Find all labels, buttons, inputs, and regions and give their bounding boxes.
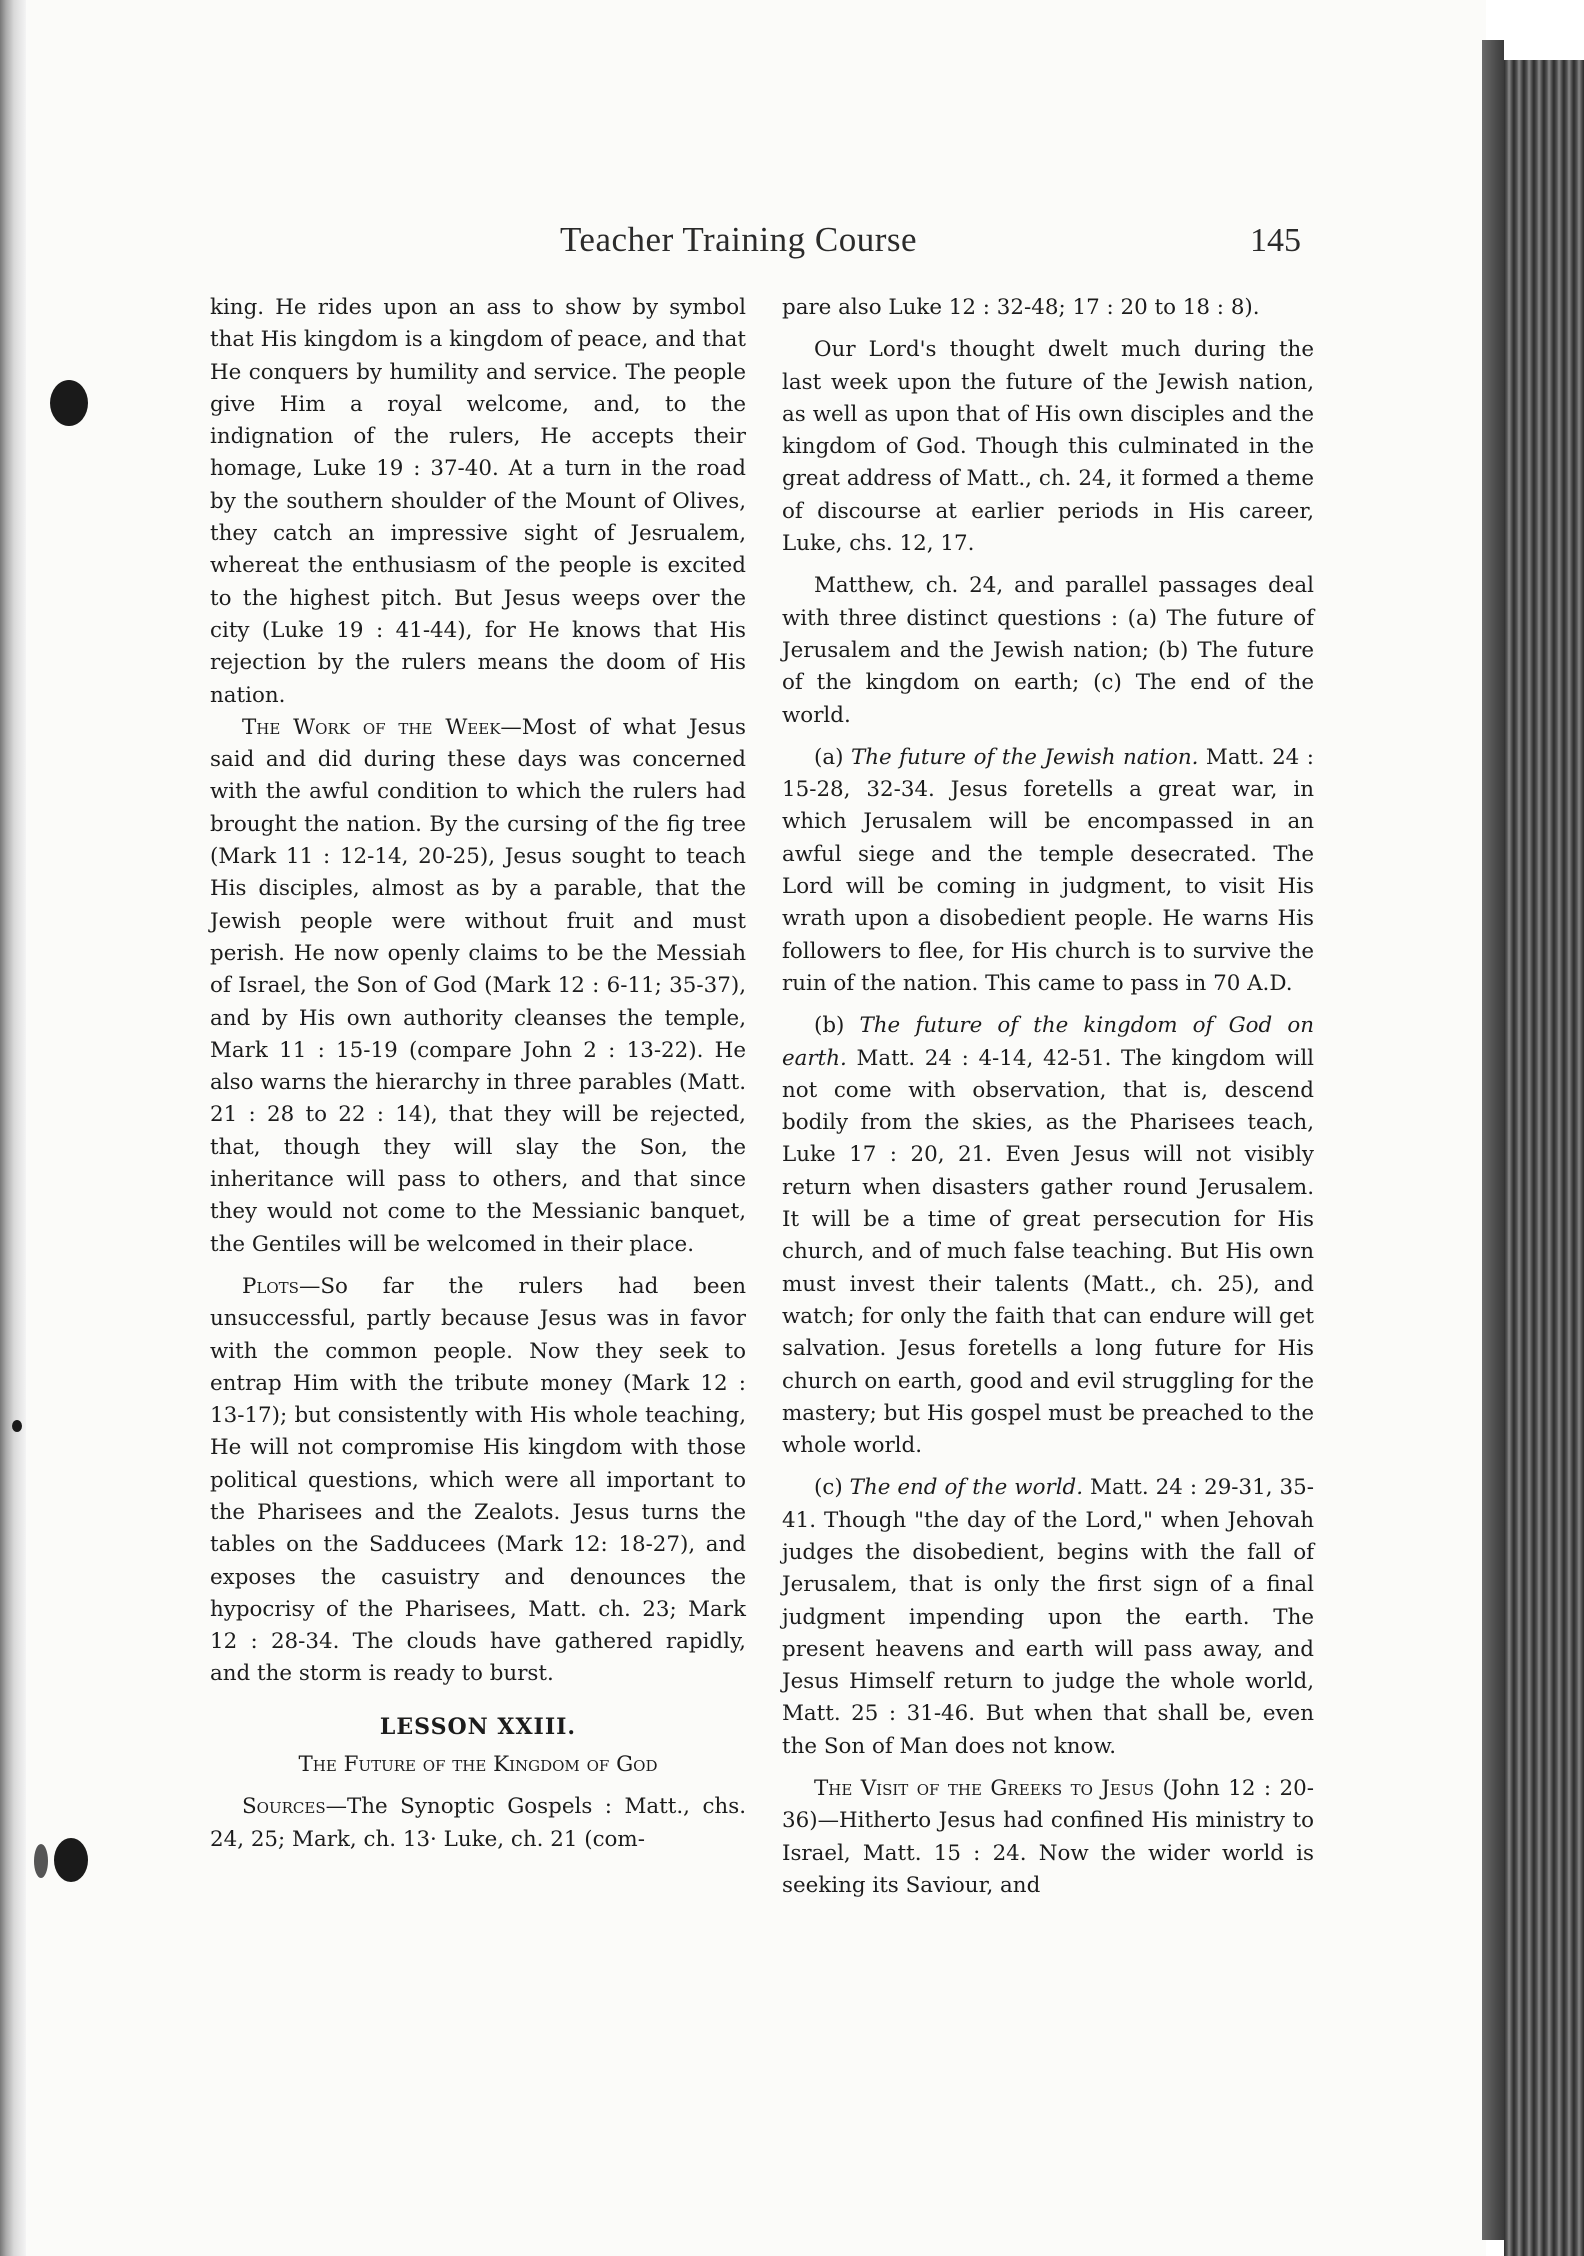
- paragraph-text: Matt. 24 : 4-14, 42-51. The kingdom will not come with observation, that is, descend bodily from the skies, as the Pharisees teach, Luke 17 : 20, 21. Even Jesus will not visibly return when disasters gather round Jerusalem. It will be a time of great persecution for His church, and of much false teaching. But His own must invest their talents (Matt., ch. 25), and watch; for only the faith that can endure will get salvation. Jesus foretells a long future for His church on earth, good and evil struggling for the mastery; but His gospel must be preached to the whole world.: [782, 1045, 1314, 1459]
- lesson-heading: LESSON XXIII.: [379, 1713, 577, 1740]
- paragraph-text: (John 12 : 20-36)—Hitherto Jesus had confined His ministry to Israel, Matt. 15 : 24. Now the wider world is seeking its Saviour, and: [782, 1776, 1315, 1898]
- section-lead-sources: Sources: [242, 1794, 326, 1820]
- page-stack-edges: [1504, 60, 1584, 2256]
- page-edge-shadow: [1482, 40, 1504, 2240]
- section-lead-work-of-week: The Work of the Week: [242, 714, 501, 740]
- section-lead-plots: Plots: [242, 1273, 299, 1299]
- item-title: The future of the kingdom of God on earth.: [782, 1013, 1314, 1071]
- paragraph-sources: [210, 1791, 746, 1856]
- scan-binding-shadow: [0, 0, 26, 2256]
- punch-hole-bottom-shadow: [34, 1844, 48, 1878]
- paragraph-kingdom-on-earth: [782, 1010, 1314, 1462]
- page-header: [0, 220, 1480, 280]
- lesson-subtitle: The Future of the Kingdom of God: [298, 1752, 658, 1778]
- paragraph-sources-continued: pare also Luke 12 : 32-48; 17 : 20 to 18 : 8).: [782, 295, 1260, 320]
- paragraph-three-questions: Matthew, ch. 24, and parallel passages deal with three distinct questions : (a) The future of Jerusalem and the Jewish nation; (b) The future of the kingdom on earth; (c) The end of the world.: [782, 573, 1314, 728]
- paragraph-text: —The Synoptic Gospels : Matt., chs. 24, 25; Mark, ch. 13· Luke, ch. 21 (com-: [210, 1794, 746, 1852]
- paragraph-jewish-nation: [782, 742, 1314, 1000]
- paragraph-text: —Most of what Jesus said and did during these days was concerned with the awful condition to which the rulers had brought the nation. By the cursing of the fig tree (Mark 11 : 12-14, 20-25), Jesus sought to teach His disciples, almost as by a parable, that the Jewish people were without fruit and must perish. He now openly claims to be the Messiah of Israel, the Son of God (Mark 12 : 6-11; 35-37), and by His own authority cleanses the temple, Mark 11 : 15-19 (compare John 2 : 13-22). He also warns the hierarchy in three parables (Matt. 21 : 28 to 22 : 14), that they will be rejected, that, though they will slay the Son, the inheritance will pass to others, and that since they would not come to the Messianic banquet, the Gentiles will be welcomed in their place.: [210, 714, 746, 1257]
- item-title: The future of the Jewish nation.: [850, 744, 1199, 770]
- paragraph-end-of-world: [782, 1472, 1314, 1763]
- paragraph-work-of-week: [210, 712, 746, 1261]
- punch-hole-top: [50, 380, 88, 426]
- running-title: Teacher Training Course: [560, 220, 918, 259]
- page-number: 145: [1250, 222, 1301, 259]
- left-column: [210, 292, 746, 1856]
- item-label: (a): [814, 744, 851, 770]
- paragraph-lords-thought: Our Lord's thought dwelt much during the last week upon the future of the Jewish nation, as well as upon that of His own disciples and the kingdom of God. Though this culminated in the great address of Matt., ch. 24, it formed a theme of discourse at earlier periods in His career, Luke, chs. 12, 17.: [782, 337, 1314, 557]
- paragraph-text: —So far the rulers had been unsuccessful, partly because Jesus was in favor with the common people. Now they seek to entrap Him with the tribute money (Mark 12 : 13-17); but consistently with His whole teaching, He will not compromise His kingdom with those political questions, which were all important to the Pharisees and the Zealots. Jesus turns the tables on the Sadducees (Mark 12: 18-27), and exposes the casuistry and denounces the hypocrisy of the Pharisees, Matt. ch. 23; Mark 12 : 28-34. The clouds have gathered rapidly, and the storm is ready to burst.: [210, 1273, 746, 1687]
- item-label: (c): [814, 1475, 850, 1501]
- paragraph-text: Matt. 24 : 29-31, 35-41. Though "the day of the Lord," when Jehovah judges the disobedient, begins with the fall of Jerusalem, that is only the first sign of a final judgment impending upon the earth. The present heavens and earth will pass away, and Jesus Himself return to judge the whole world, Matt. 25 : 31-46. But when that shall be, even the Son of Man does not know.: [782, 1475, 1314, 1759]
- paragraph-text: Matt. 24 : 15-28, 32-34. Jesus foretells a great war, in which Jerusalem will be encompassed in an awful siege and the temple desecrated. The Lord will be coming in judgment, to visit His wrath upon a disobedient people. He warns His followers to flee, for His church is to survive the ruin of the nation. This came to pass in 70 A.D.: [782, 744, 1314, 996]
- item-label: (b): [814, 1013, 860, 1039]
- paragraph-plots: [210, 1271, 746, 1691]
- right-column: [782, 292, 1314, 1902]
- item-title: The end of the world.: [849, 1475, 1084, 1501]
- punch-hole-bottom: [54, 1838, 88, 1882]
- ink-speck: [12, 1420, 22, 1432]
- paragraph-entry-jerusalem: king. He rides upon an ass to show by symbol that His kingdom is a kingdom of peace, and that He conquers by humility and service. The people give Him a royal welcome, and, to the indignation of the rulers, He accepts their homage, Luke 19 : 37-40. At a turn in the road by the southern shoulder of the Mount of Olives, they catch an impressive sight of Jesrualem, whereat the enthusiasm of the people is excited to the highest pitch. But Jesus weeps over the city (Luke 19 : 41-44), for He knows that His rejection by the rulers means the doom of His nation.: [210, 295, 746, 708]
- section-lead-visit-of-greeks: The Visit of the Greeks to Jesus: [814, 1776, 1155, 1802]
- paragraph-visit-of-greeks: [782, 1773, 1314, 1902]
